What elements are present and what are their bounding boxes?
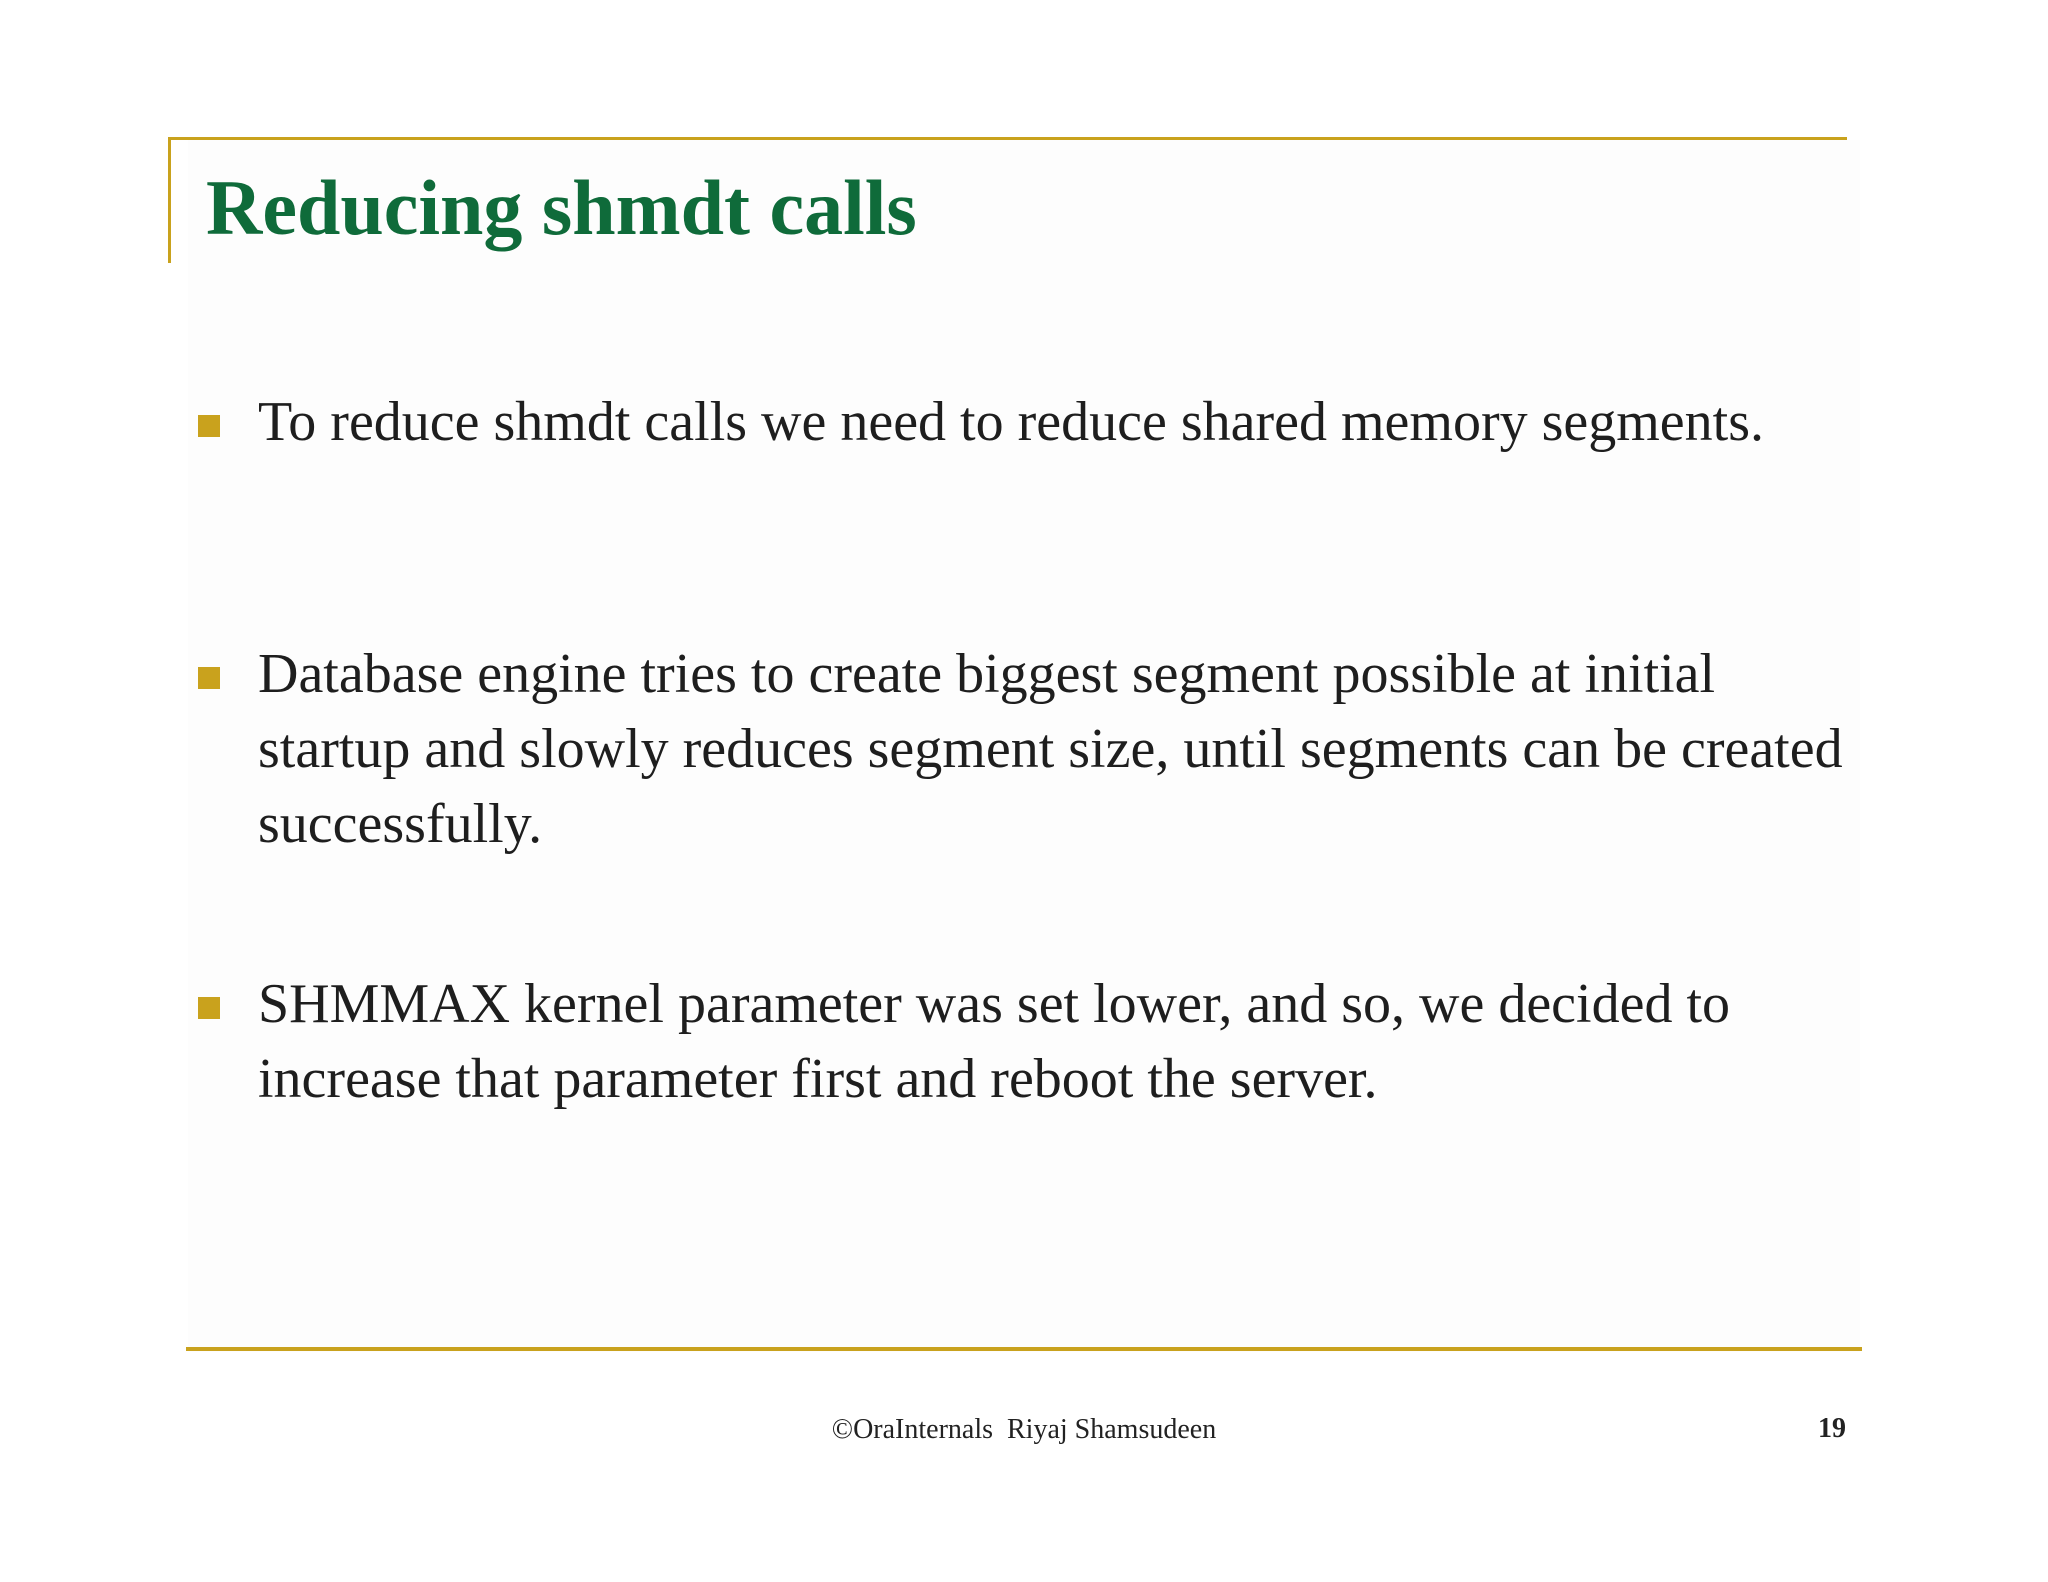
bullet-text: Database engine tries to create biggest segment possible at initial startup and slowly reduces segment size, until segments can be created successfully.: [258, 643, 1843, 855]
title-top-rule: [168, 137, 1847, 140]
footer-copyright: ©OraInternals Riyaj Shamsudeen: [831, 1414, 1217, 1445]
square-bullet-icon: [198, 415, 220, 437]
square-bullet-icon: [198, 997, 220, 1019]
bullet-text: SHMMAX kernel parameter was set lower, and so, we decided to increase that parameter first and reboot the server.: [258, 973, 1730, 1110]
footer-rule: [186, 1347, 1862, 1351]
title-left-rule: [168, 137, 171, 263]
slide-title: Reducing shmdt calls: [206, 164, 917, 251]
square-bullet-icon: [198, 667, 220, 689]
page-number: 19: [1818, 1413, 1846, 1444]
bullet-text: To reduce shmdt calls we need to reduce shared memory segments.: [258, 391, 1765, 453]
